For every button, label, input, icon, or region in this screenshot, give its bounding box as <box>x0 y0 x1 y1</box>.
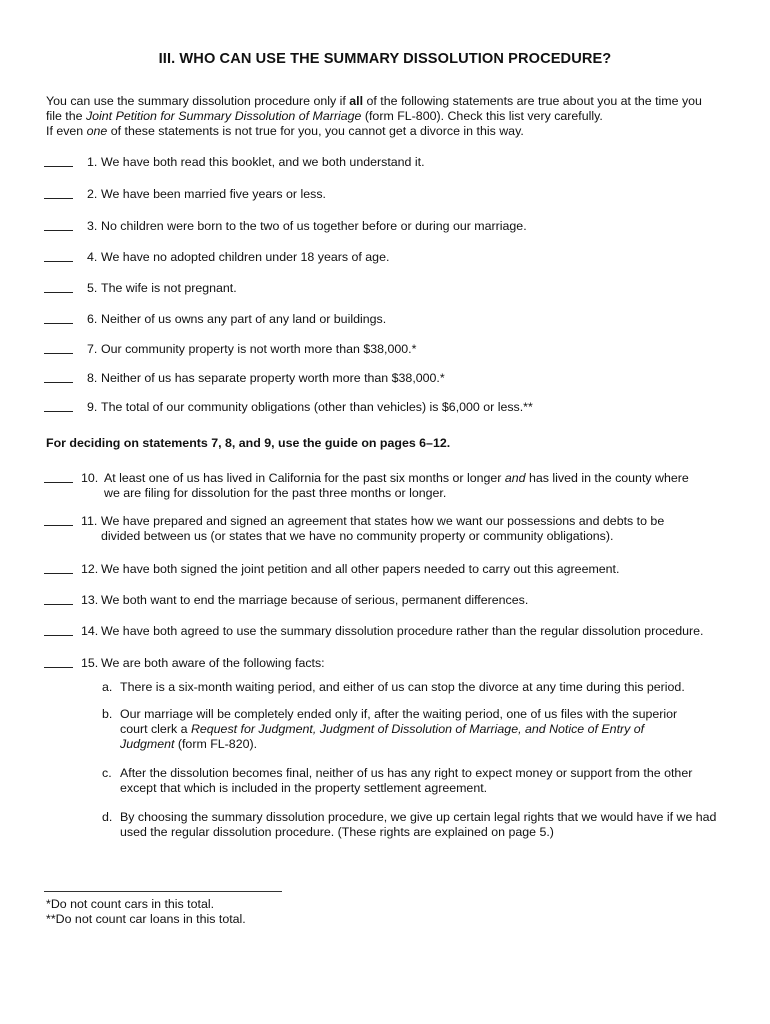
page-title: III. WHO CAN USE THE SUMMARY DISSOLUTION PROCEDURE? <box>158 51 612 67</box>
checkbox-blank-10[interactable] <box>44 482 73 483</box>
checkbox-blank-1[interactable] <box>44 166 73 167</box>
checkbox-blank-4[interactable] <box>44 261 73 262</box>
footnote-divider <box>44 891 282 892</box>
checkbox-blank-7[interactable] <box>44 353 73 354</box>
intro-line-3: If even one of these statements is not true for you, you cannot get a divorce in this way. <box>46 124 524 138</box>
footnote-1: *Do not count cars in this total. <box>46 897 215 911</box>
statement-10-line-1: At least one of us has lived in California for the past six months or longer and has lived in the county where <box>104 471 689 485</box>
guide-note: For deciding on statements 7, 8, and 9, use the guide on pages 6–12. <box>46 436 451 450</box>
intro-paragraph <box>46 94 746 139</box>
statement-10-line-2: we are filing for dissolution for the past three months or longer. <box>104 486 447 500</box>
checkbox-blank-8[interactable] <box>44 382 73 383</box>
intro-line-1: You can use the summary dissolution procedure only if all of the following statements are true about you at the time you <box>46 94 702 108</box>
checkbox-blank-13[interactable] <box>44 604 73 605</box>
checkbox-blank-3[interactable] <box>44 230 73 231</box>
checkbox-blank-6[interactable] <box>44 323 73 324</box>
statement-11-line-2: divided between us (or states that we have no community property or community obligations). <box>101 529 614 543</box>
checkbox-blank-12[interactable] <box>44 573 73 574</box>
checkbox-blank-2[interactable] <box>44 198 73 199</box>
checkbox-blank-14[interactable] <box>44 635 73 636</box>
checkbox-blank-15[interactable] <box>44 667 73 668</box>
checkbox-blank-9[interactable] <box>44 411 73 412</box>
checkbox-blank-11[interactable] <box>44 525 73 526</box>
intro-line-2: file the Joint Petition for Summary Dissolution of Marriage (form FL-800). Check this list very carefully. <box>46 109 603 123</box>
footnote-2: **Do not count car loans in this total. <box>46 912 246 926</box>
checkbox-blank-5[interactable] <box>44 292 73 293</box>
statement-11-line-1: We have prepared and signed an agreement that states how we want our possessions and debts to be <box>101 514 665 528</box>
